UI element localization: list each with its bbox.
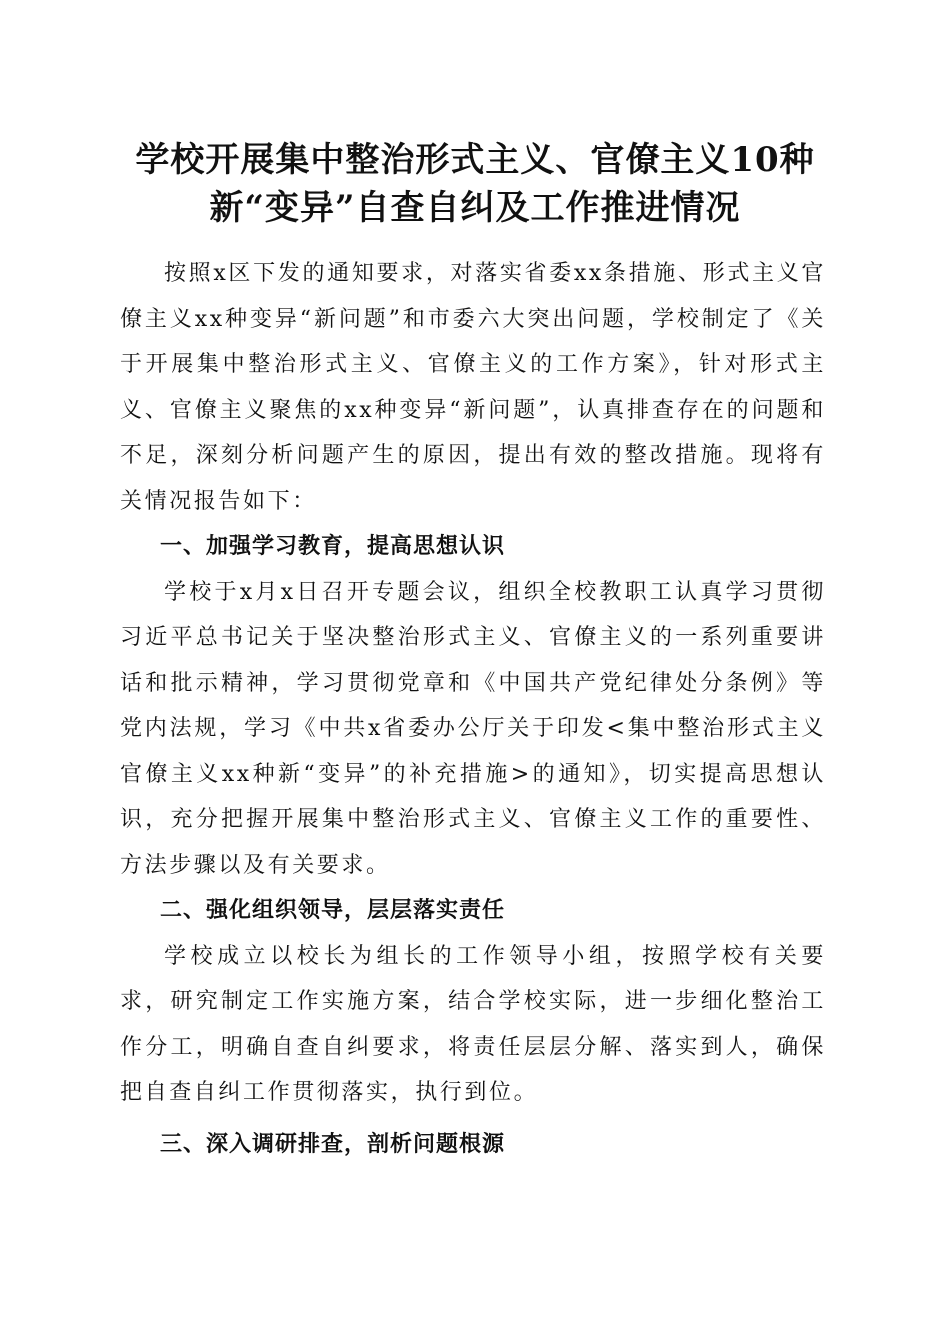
document-title [100, 136, 850, 232]
document-body [120, 251, 826, 1167]
section-heading-3: 三、深入调研排查，剖析问题根源 [160, 1131, 506, 1157]
intro-paragraph: 按照x区下发的通知要求，对落实省委xx条措施、形式主义官僚主义xx种变异“新问题”和市委六大突出问题，学校制定了《关于开展集中整治形式主义、官僚主义的工作方案》，针对形式主义、官僚主义聚焦的xx种变异“新问题”，认真排查存在的问题和不足，深刻分析问题产生的原因，提出有效的整改措施。现将有关情况报告如下： [120, 261, 826, 514]
section-paragraph-2: 学校成立以校长为组长的工作领导小组，按照学校有关要求，研究制定工作实施方案，结合学校实际，进一步细化整治工作分工，明确自查自纠要求，将责任层层分解、落实到人，确保把自查自纠工作贯彻落实，执行到位。 [120, 943, 826, 1105]
section-heading-1: 一、加强学习教育，提高思想认识 [160, 534, 506, 559]
section-paragraph-1: 学校于x月x日召开专题会议，组织全校教职工认真学习贯彻习近平总书记关于坚决整治形式主义、官僚主义的一系列重要讲话和批示精神，学习贯彻党章和《中国共产党纪律处分条例》等党内法规，学习《中共x省委办公厅关于印发<集中整治形式主义官僚主义xx种新“变异”的补充措施>的通知》，切实提高思想认识，充分把握开展集中整治形式主义、官僚主义工作的重要性、方法步骤以及有关要求。 [120, 579, 826, 878]
title-line-2: 新“变异”自查自纠及工作推进情况 [209, 188, 741, 228]
title-line-1: 学校开展集中整治形式主义、官僚主义10种 [135, 140, 815, 180]
section-heading-2: 二、强化组织领导，层层落实责任 [160, 898, 506, 923]
